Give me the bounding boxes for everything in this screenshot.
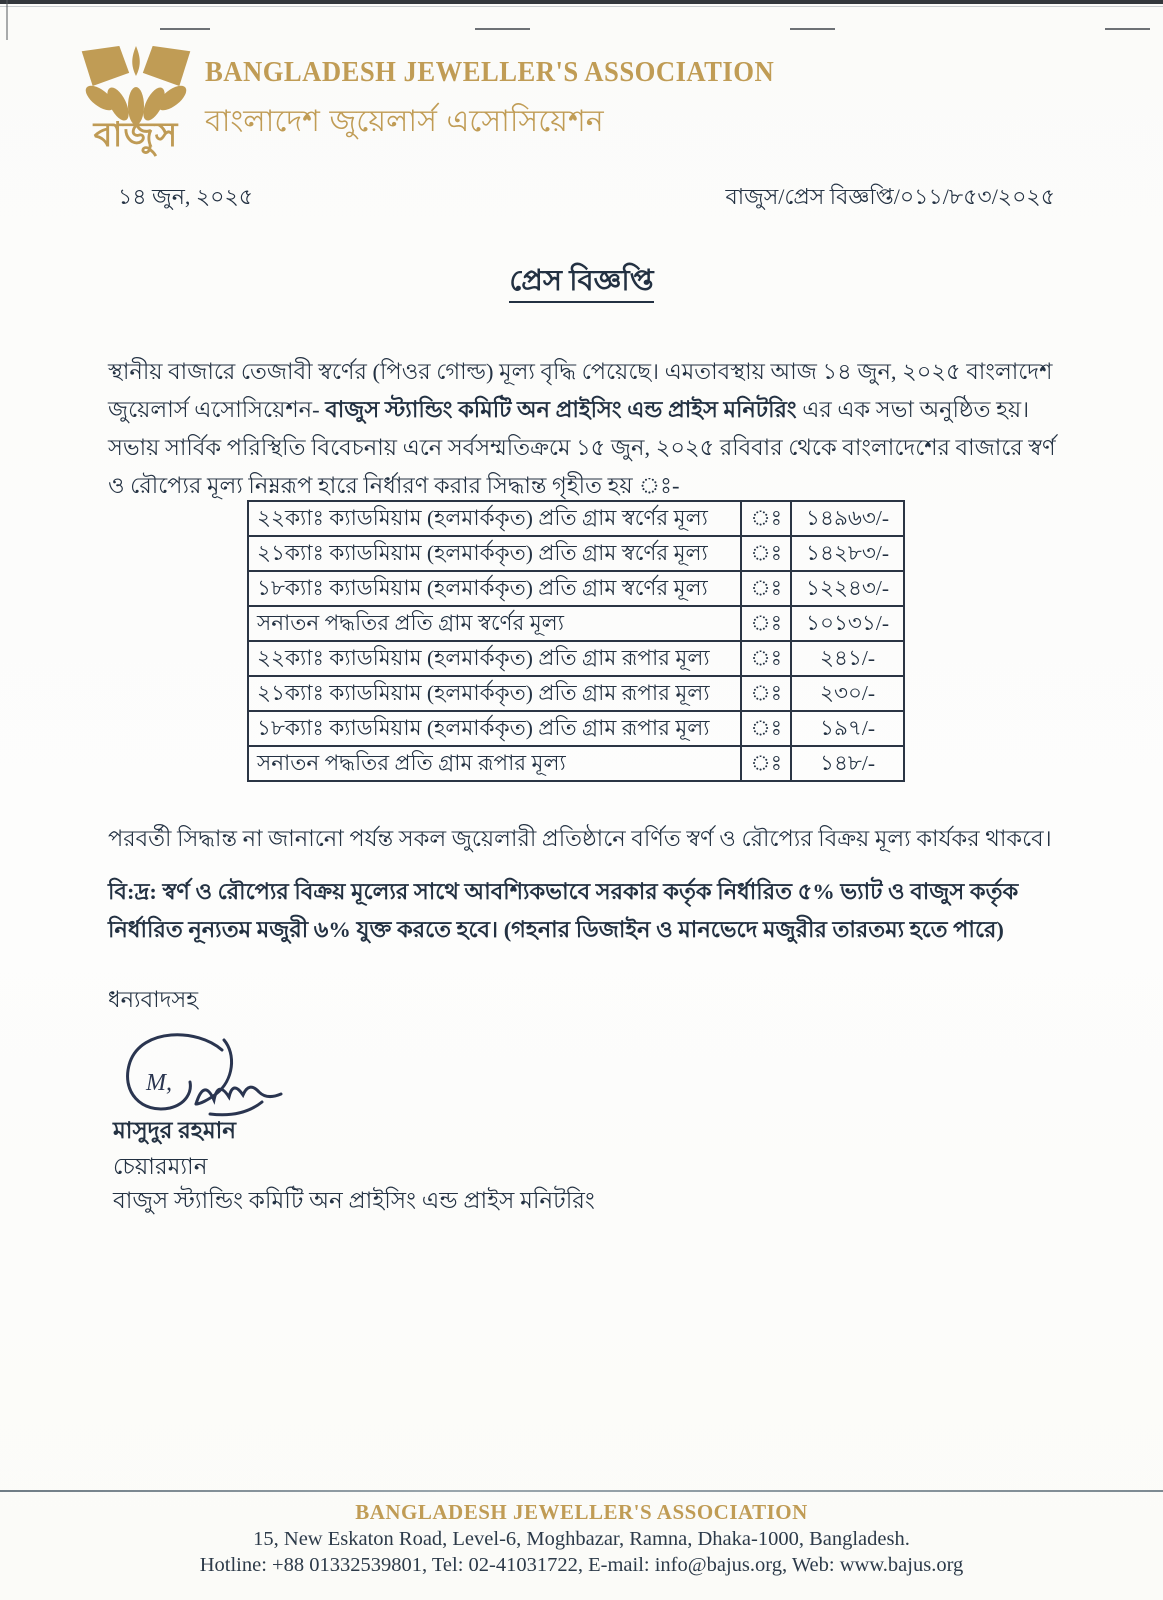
document-date: ১৪ জুন, ২০২৫ xyxy=(118,184,254,209)
scan-dash xyxy=(1105,28,1150,30)
table-row xyxy=(248,606,904,641)
price-separator: ঃ xyxy=(741,501,791,536)
paragraph-decision: সভায় সার্বিক পরিস্থিতি বিবেচনায় এনে সর্বসম্মতিক্রমে ১৫ জুন, ২০২৫ রবিবার থেকে বাংলাদেশের বাজারে স্বর্ণ ও রৌপ্যের মূল্য নিম্নরূপ হারে নির্ধারণ করার সিদ্ধান্ত গৃহীত হয় ঃ- xyxy=(108,434,1056,498)
table-row xyxy=(248,746,904,781)
scan-dash xyxy=(160,28,210,30)
price-separator: ঃ xyxy=(741,571,791,606)
scan-top-edge xyxy=(0,0,1163,4)
price-label: ১৮ক্যাঃ ক্যাডমিয়াম (হলমার্ককৃত) প্রতি গ্রাম স্বর্ণের মূল্য xyxy=(248,571,741,606)
price-value: ১০১৩১/- xyxy=(791,606,904,641)
scan-dash xyxy=(790,28,835,30)
price-label: ২২ক্যাঃ ক্যাডমিয়াম (হলমার্ককৃত) প্রতি গ্রাম রূপার মূল্য xyxy=(248,641,741,676)
price-label: ২১ক্যাঃ ক্যাডমিয়াম (হলমার্ককৃত) প্রতি গ্রাম রূপার মূল্য xyxy=(248,676,741,711)
footer-org-name: BANGLADESH JEWELLER'S ASSOCIATION xyxy=(355,1500,808,1524)
org-name-bengali: বাংলাদেশ জুয়েলার্স এসোসিয়েশন xyxy=(205,104,604,139)
thanks-text: ধন্যবাদসহ xyxy=(108,986,199,1012)
scan-dash xyxy=(475,28,530,30)
price-separator: ঃ xyxy=(741,711,791,746)
price-value: ১৪২৮৩/- xyxy=(791,536,904,571)
price-separator: ঃ xyxy=(741,746,791,781)
paragraph-intro-text: স্থানীয় বাজারে তেজাবী স্বর্ণের (পিওর গোল্ড) মূল্য বৃদ্ধি পেয়েছে। এমতাবস্থায় আজ ১৪ জুন, ২০২৫ বাংলাদেশ জুয়েলার্স এসোসিয়েশন- xyxy=(108,358,1053,422)
bajus-logo-icon xyxy=(76,46,196,124)
price-label: সনাতন পদ্ধতির প্রতি গ্রাম স্বর্ণের মূল্য xyxy=(248,606,741,641)
committee-name-bold: বাজুস স্ট্যান্ডিং কমিটি অন প্রাইসিং এন্ড প্রাইস মনিটরিং xyxy=(325,396,797,422)
footer-divider xyxy=(0,1490,1163,1492)
scan-top-edge-faint xyxy=(0,6,1163,7)
price-label: ২১ক্যাঃ ক্যাডমিয়াম (হলমার্ককৃত) প্রতি গ্রাম স্বর্ণের মূল্য xyxy=(248,536,741,571)
document-reference: বাজুস/প্রেস বিজ্ঞপ্তি/০১১/৮৫৩/২০২৫ xyxy=(725,184,1055,209)
paragraph-note: বি:দ্র: স্বর্ণ ও রৌপ্যের বিক্রয় মূল্যের সাথে আবশ্যিকভাবে সরকার কর্তৃক নির্ধারিত ৫% ভ্যাট ও বাজুস কর্তৃক নির্ধারিত নূন্যতম মজুরী ৬% যুক্ত করতে হবে। (গহনার ডিজাইন ও মানভেদে মজুরীর তারতম্য হতে পারে) xyxy=(108,878,1019,942)
price-value: ১৪৮/- xyxy=(791,746,904,781)
price-separator: ঃ xyxy=(741,641,791,676)
price-value: ১৯৭/- xyxy=(791,711,904,746)
signatory-committee: বাজুস স্ট্যান্ডিং কমিটি অন প্রাইসিং এন্ড প্রাইস মনিটরিং xyxy=(113,1188,595,1213)
signatory-name: মাসুদুর রহমান xyxy=(113,1118,237,1143)
scan-left-edge xyxy=(6,0,8,40)
press-release-title: প্রেস বিজ্ঞপ্তি xyxy=(0,258,1163,307)
table-row xyxy=(248,711,904,746)
org-name-english: BANGLADESH JEWELLER'S ASSOCIATION xyxy=(205,56,775,88)
footer-contact: Hotline: +88 01332539801, Tel: 02-41031722, E-mail: info@bajus.org, Web: www.bajus.org xyxy=(199,1554,964,1576)
price-label: ২২ক্যাঃ ক্যাডমিয়াম (হলমার্ককৃত) প্রতি গ্রাম স্বর্ণের মূল্য xyxy=(248,501,741,536)
table-row xyxy=(248,571,904,606)
table-row xyxy=(248,501,904,536)
paragraph-effective: পরবর্তী সিদ্ধান্ত না জানানো পর্যন্ত সকল জুয়েলারী প্রতিষ্ঠানে বর্ণিত স্বর্ণ ও রৌপ্যের বিক্রয় মূল্য কার্যকর থাকবে। xyxy=(108,825,1052,851)
table-row xyxy=(248,536,904,571)
bajus-logo xyxy=(72,46,200,155)
signatory-designation: চেয়ারম্যান xyxy=(113,1154,208,1179)
paragraph-intro xyxy=(108,353,1060,429)
price-label: সনাতন পদ্ধতির প্রতি গ্রাম রূপার মূল্য xyxy=(248,746,741,781)
table-row xyxy=(248,641,904,676)
price-value: ১৪৯৬৩/- xyxy=(791,501,904,536)
price-separator: ঃ xyxy=(741,676,791,711)
price-separator: ঃ xyxy=(741,606,791,641)
svg-text:M,: M, xyxy=(146,1070,172,1096)
price-value: ১২২৪৩/- xyxy=(791,571,904,606)
table-row xyxy=(248,676,904,711)
paragraph-intro-tail: এর এক সভা অনুষ্ঠিত হয়। xyxy=(796,396,1030,422)
price-separator: ঃ xyxy=(741,536,791,571)
price-table xyxy=(247,500,905,782)
bajus-logo-text: বাজুস xyxy=(93,115,179,155)
footer-address: 15, New Eskaton Road, Level-6, Moghbazar, Ramna, Dhaka-1000, Bangladesh. xyxy=(253,1528,910,1550)
price-value: ২৩০/- xyxy=(791,676,904,711)
price-value: ২৪১/- xyxy=(791,641,904,676)
price-label: ১৮ক্যাঃ ক্যাডমিয়াম (হলমার্ককৃত) প্রতি গ্রাম রূপার মূল্য xyxy=(248,711,741,746)
